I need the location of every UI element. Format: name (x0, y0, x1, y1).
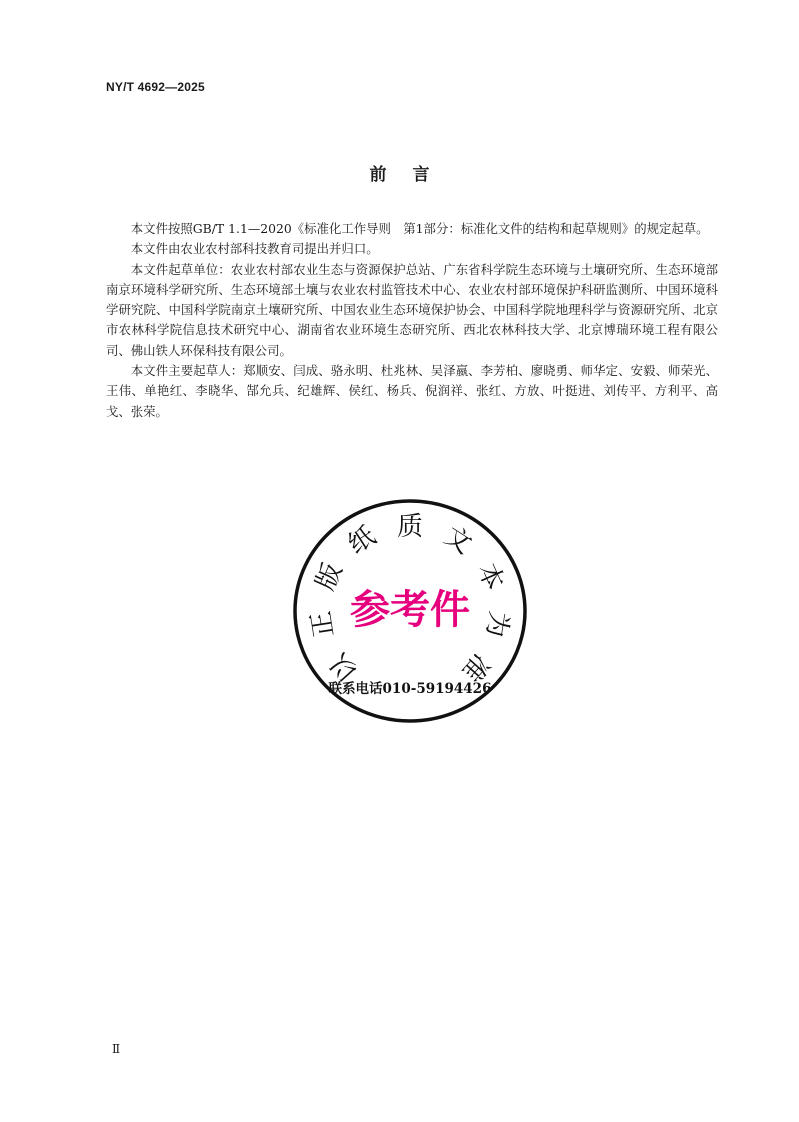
stamp-center-text: 参考件 (350, 587, 470, 633)
stamp-ring-char: 准 (455, 647, 496, 687)
paragraph-drafting-rules: 本文件按照GB/T 1.1—2020《标准化工作导则 第1部分：标准化文件的结构和起草规则》的规定起草。 (130, 221, 709, 236)
foreword-body (106, 219, 718, 422)
standard-code: NY/T 4692—2025 (106, 80, 205, 94)
stamp-ring-char: 版 (310, 558, 349, 595)
stamp-ring-char: 本 (471, 558, 510, 595)
paragraph-drafters: 本文件主要起草人：郑顺安、闫成、骆永明、杜兆林、吴泽嬴、李芳柏、廖晓勇、师华定、安毅、师荣光、王伟、单艳红、李晓华、郜允兵、纪雄辉、侯红、杨兵、倪润祥、张红、方放、叶挺进、刘传平、方利平、高戈、张荣。 (106, 363, 718, 419)
stamp-ring-char: 文 (438, 520, 477, 561)
reference-copy-stamp (291, 496, 529, 726)
stamp-ring-char: 质 (396, 512, 424, 542)
stamp-ring-char: 正 (306, 608, 340, 640)
paragraph-drafting-units: 本文件起草单位：农业农村部农业生态与资源保护总站、广东省科学院生态环境与土壤研究所、生态环境部南京环境科学研究所、生态环境部土壤与农业农村监管技术中心、农业农村部环境保护科研监测所、中国环境科学研究院、中国科学院南京土壤研究所、中国农业生态环境保护协会、中国科学院地理科学与资源研究所、北京市农林科学院信息技术研究中心、湖南省农业环境生态研究所、西北农林科技大学、北京博瑞环境工程有限公司、佛山铁人环保科技有限公司。 (106, 261, 718, 358)
stamp-ring-char: 为 (480, 608, 514, 640)
page-number: Ⅱ (112, 1042, 121, 1056)
paragraph-proposer: 本文件由农业农村部科技教育司提出并归口。 (130, 241, 379, 257)
stamp-phone-text: 联系电话010-59194426 (328, 681, 492, 697)
stamp-ring-char: 以 (324, 647, 365, 687)
stamp-ring-char: 纸 (343, 520, 382, 561)
section-title: 前言 (369, 165, 456, 185)
